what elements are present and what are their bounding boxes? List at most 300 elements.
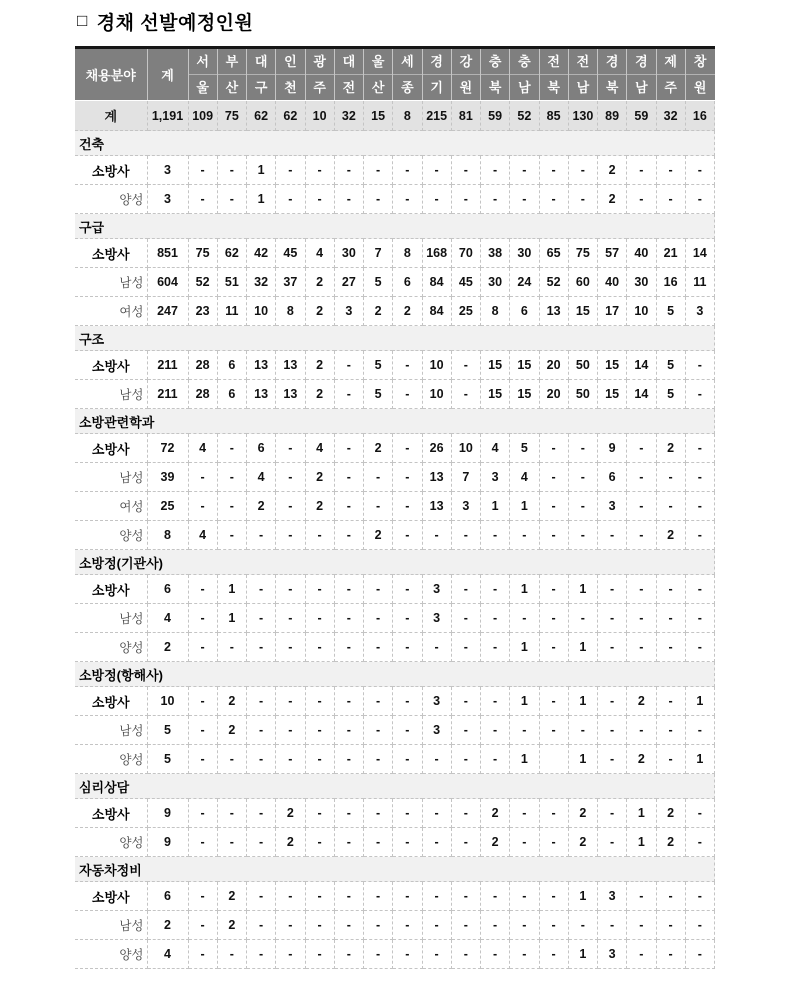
value-cell: - (217, 521, 246, 550)
value-cell: 57 (598, 239, 627, 268)
value-cell: - (568, 156, 597, 185)
value-cell: 15 (510, 351, 539, 380)
value-cell: - (305, 633, 334, 662)
value-cell: 13 (539, 297, 568, 326)
value-cell: - (627, 633, 656, 662)
value-cell: 30 (510, 239, 539, 268)
value-cell: 15 (510, 380, 539, 409)
value-cell: - (305, 156, 334, 185)
value-cell: - (539, 604, 568, 633)
value-cell: 2 (147, 911, 188, 940)
value-cell: 13 (276, 380, 305, 409)
value-cell: - (481, 604, 510, 633)
value-cell: - (247, 882, 276, 911)
value-cell: - (481, 882, 510, 911)
value-cell: 2 (598, 185, 627, 214)
value-cell: 5 (656, 380, 685, 409)
value-cell: - (276, 882, 305, 911)
value-cell: - (481, 185, 510, 214)
value-cell: - (247, 687, 276, 716)
value-cell: - (393, 575, 422, 604)
row-label: 양성 (75, 828, 147, 857)
value-cell: - (393, 380, 422, 409)
value-cell: 1 (568, 882, 597, 911)
row-label: 소방사 (75, 799, 147, 828)
value-cell: 2 (627, 745, 656, 774)
value-cell: - (685, 716, 714, 745)
value-cell: - (305, 911, 334, 940)
value-cell: - (656, 185, 685, 214)
value-cell: - (656, 463, 685, 492)
table-row (75, 463, 715, 492)
total-row-label: 계 (75, 101, 147, 131)
value-cell: - (451, 351, 480, 380)
section-row (75, 326, 715, 351)
value-cell: - (364, 882, 393, 911)
value-cell: 1 (685, 745, 714, 774)
row-label: 소방사 (75, 351, 147, 380)
value-cell: 1 (510, 575, 539, 604)
value-cell: 10 (147, 687, 188, 716)
value-cell: 1 (217, 575, 246, 604)
value-cell: - (568, 463, 597, 492)
value-cell: 11 (685, 268, 714, 297)
value-cell: - (276, 633, 305, 662)
value-cell: 1 (568, 633, 597, 662)
row-label: 소방사 (75, 239, 147, 268)
value-cell: 5 (147, 745, 188, 774)
value-cell: - (627, 575, 656, 604)
value-cell: 2 (364, 297, 393, 326)
value-cell: 75 (217, 101, 246, 131)
row-label: 소방사 (75, 434, 147, 463)
value-cell: 37 (276, 268, 305, 297)
value-cell: - (188, 463, 217, 492)
section-title: 심리상담 (75, 774, 715, 799)
value-cell: - (305, 828, 334, 857)
value-cell: 2 (305, 351, 334, 380)
value-cell: - (451, 745, 480, 774)
value-cell: - (247, 604, 276, 633)
value-cell: 2 (481, 799, 510, 828)
value-cell: 2 (305, 492, 334, 521)
value-cell: 60 (568, 268, 597, 297)
value-cell: 6 (393, 268, 422, 297)
table-row (75, 799, 715, 828)
value-cell: - (364, 799, 393, 828)
value-cell: 62 (276, 101, 305, 131)
header-field: 채용분야 (75, 48, 147, 101)
value-cell: - (451, 633, 480, 662)
value-cell: 5 (364, 268, 393, 297)
value-cell: - (276, 463, 305, 492)
value-cell: - (451, 882, 480, 911)
value-cell: 2 (393, 297, 422, 326)
row-label: 양성 (75, 633, 147, 662)
value-cell: - (393, 716, 422, 745)
row-label: 양성 (75, 940, 147, 969)
value-cell: 10 (627, 297, 656, 326)
row-label: 남성 (75, 268, 147, 297)
value-cell: - (656, 940, 685, 969)
row-label: 여성 (75, 297, 147, 326)
value-cell: 9 (147, 799, 188, 828)
value-cell: - (393, 687, 422, 716)
value-cell: - (188, 492, 217, 521)
value-cell: 1 (568, 575, 597, 604)
value-cell: 3 (334, 297, 363, 326)
value-cell: 27 (334, 268, 363, 297)
value-cell: 84 (422, 297, 451, 326)
value-cell: - (685, 463, 714, 492)
value-cell: 1 (510, 492, 539, 521)
section-row (75, 774, 715, 799)
value-cell: 9 (147, 828, 188, 857)
value-cell: - (451, 911, 480, 940)
value-cell: - (276, 156, 305, 185)
value-cell: - (188, 911, 217, 940)
value-cell: - (481, 521, 510, 550)
table-row (75, 297, 715, 326)
table-body (75, 101, 715, 969)
value-cell: - (217, 463, 246, 492)
value-cell: - (685, 380, 714, 409)
value-cell: 2 (217, 911, 246, 940)
value-cell: 7 (451, 463, 480, 492)
value-cell: - (568, 716, 597, 745)
value-cell: - (422, 940, 451, 969)
value-cell: - (247, 911, 276, 940)
value-cell: - (627, 463, 656, 492)
value-cell: - (188, 687, 217, 716)
value-cell: 40 (598, 268, 627, 297)
value-cell: - (334, 351, 363, 380)
section-row (75, 131, 715, 156)
value-cell: 10 (451, 434, 480, 463)
value-cell: 1 (568, 687, 597, 716)
value-cell: - (481, 745, 510, 774)
value-cell: 247 (147, 297, 188, 326)
header-region: 울 산 (364, 48, 393, 101)
value-cell: - (247, 940, 276, 969)
header-region: 경 남 (627, 48, 656, 101)
value-cell: 3 (422, 575, 451, 604)
value-cell: 4 (247, 463, 276, 492)
value-cell: - (393, 604, 422, 633)
value-cell: 13 (247, 351, 276, 380)
value-cell: 13 (276, 351, 305, 380)
header-row (75, 48, 715, 101)
value-cell: - (334, 745, 363, 774)
value-cell: - (598, 633, 627, 662)
value-cell: - (481, 911, 510, 940)
value-cell: - (247, 828, 276, 857)
value-cell: - (568, 492, 597, 521)
section-title: 소방정(기관사) (75, 550, 715, 575)
value-cell: - (393, 828, 422, 857)
value-cell: 25 (147, 492, 188, 521)
value-cell: 3 (422, 687, 451, 716)
row-label: 양성 (75, 521, 147, 550)
value-cell: - (598, 604, 627, 633)
value-cell: - (656, 911, 685, 940)
value-cell: - (598, 745, 627, 774)
value-cell: - (188, 185, 217, 214)
value-cell: - (627, 521, 656, 550)
value-cell: - (685, 434, 714, 463)
value-cell: 5 (364, 351, 393, 380)
value-cell: - (422, 185, 451, 214)
value-cell: - (334, 463, 363, 492)
value-cell: - (188, 799, 217, 828)
section-row (75, 550, 715, 575)
value-cell: - (598, 687, 627, 716)
value-cell: - (188, 575, 217, 604)
value-cell: 2 (481, 828, 510, 857)
value-cell: 7 (364, 239, 393, 268)
value-cell: - (188, 716, 217, 745)
value-cell: 2 (276, 828, 305, 857)
value-cell: - (481, 940, 510, 969)
value-cell: - (627, 716, 656, 745)
value-cell: - (656, 156, 685, 185)
value-cell: - (598, 716, 627, 745)
value-cell: - (364, 156, 393, 185)
value-cell: 52 (510, 101, 539, 131)
page-title-text: 경채 선발예정인원 (96, 13, 254, 34)
value-cell: - (334, 575, 363, 604)
value-cell: - (364, 745, 393, 774)
value-cell: - (334, 521, 363, 550)
value-cell: - (685, 521, 714, 550)
value-cell: - (393, 156, 422, 185)
header-region: 전 남 (568, 48, 597, 101)
value-cell: 6 (147, 882, 188, 911)
value-cell: 1 (510, 633, 539, 662)
section-row (75, 409, 715, 434)
value-cell: - (364, 828, 393, 857)
value-cell: 28 (188, 351, 217, 380)
value-cell: - (627, 185, 656, 214)
table-row (75, 828, 715, 857)
value-cell: 52 (188, 268, 217, 297)
value-cell: 65 (539, 239, 568, 268)
value-cell: - (393, 882, 422, 911)
value-cell: 59 (481, 101, 510, 131)
value-cell: - (393, 633, 422, 662)
value-cell: 13 (422, 463, 451, 492)
value-cell: 1 (510, 745, 539, 774)
value-cell: 10 (422, 380, 451, 409)
value-cell: - (217, 799, 246, 828)
value-cell: 4 (147, 604, 188, 633)
header-region: 경 기 (422, 48, 451, 101)
value-cell: - (685, 911, 714, 940)
value-cell: - (656, 882, 685, 911)
value-cell: 1 (247, 185, 276, 214)
value-cell: 30 (481, 268, 510, 297)
value-cell: 2 (147, 633, 188, 662)
value-cell: - (393, 745, 422, 774)
section-row (75, 214, 715, 239)
value-cell: 2 (305, 463, 334, 492)
row-label: 소방사 (75, 156, 147, 185)
value-cell: - (217, 492, 246, 521)
value-cell: - (598, 828, 627, 857)
value-cell: - (364, 687, 393, 716)
value-cell (539, 745, 568, 774)
value-cell: - (481, 575, 510, 604)
table-row (75, 633, 715, 662)
value-cell: 5 (656, 351, 685, 380)
value-cell: - (510, 604, 539, 633)
value-cell: - (422, 521, 451, 550)
row-label: 양성 (75, 185, 147, 214)
value-cell: 1 (217, 604, 246, 633)
value-cell: 45 (451, 268, 480, 297)
value-cell: 4 (188, 521, 217, 550)
value-cell: 21 (656, 239, 685, 268)
value-cell: 2 (305, 380, 334, 409)
header-region: 광 주 (305, 48, 334, 101)
value-cell: - (364, 911, 393, 940)
value-cell: - (188, 828, 217, 857)
value-cell: 168 (422, 239, 451, 268)
row-label: 남성 (75, 463, 147, 492)
value-cell: 15 (364, 101, 393, 131)
value-cell: - (510, 882, 539, 911)
header-region: 세 종 (393, 48, 422, 101)
value-cell: - (481, 156, 510, 185)
value-cell: - (422, 911, 451, 940)
value-cell: 1 (510, 687, 539, 716)
value-cell: 84 (422, 268, 451, 297)
value-cell: - (276, 575, 305, 604)
value-cell: - (305, 687, 334, 716)
value-cell: 28 (188, 380, 217, 409)
value-cell: 32 (334, 101, 363, 131)
value-cell: - (627, 604, 656, 633)
value-cell: 6 (217, 351, 246, 380)
value-cell: - (656, 604, 685, 633)
value-cell: 10 (422, 351, 451, 380)
value-cell: - (656, 716, 685, 745)
value-cell: - (393, 185, 422, 214)
value-cell: - (627, 940, 656, 969)
value-cell: 75 (188, 239, 217, 268)
row-label: 소방사 (75, 687, 147, 716)
value-cell: - (627, 911, 656, 940)
header-region: 인 천 (276, 48, 305, 101)
header-region: 충 남 (510, 48, 539, 101)
value-cell: 5 (510, 434, 539, 463)
value-cell: 20 (539, 351, 568, 380)
value-cell: - (364, 185, 393, 214)
value-cell: - (217, 434, 246, 463)
page-title (77, 8, 715, 35)
value-cell: - (451, 940, 480, 969)
value-cell: 2 (305, 268, 334, 297)
value-cell: - (598, 911, 627, 940)
value-cell: - (656, 633, 685, 662)
value-cell: 15 (481, 380, 510, 409)
value-cell: - (539, 434, 568, 463)
value-cell: - (510, 828, 539, 857)
table-row (75, 882, 715, 911)
value-cell: - (276, 940, 305, 969)
value-cell: - (568, 521, 597, 550)
value-cell: 3 (422, 604, 451, 633)
value-cell: 2 (305, 297, 334, 326)
value-cell: 51 (217, 268, 246, 297)
value-cell: - (451, 799, 480, 828)
header-region: 창 원 (685, 48, 714, 101)
value-cell: 15 (598, 351, 627, 380)
value-cell: 25 (451, 297, 480, 326)
value-cell: - (539, 911, 568, 940)
value-cell: - (685, 882, 714, 911)
value-cell: - (685, 156, 714, 185)
value-cell: - (276, 716, 305, 745)
value-cell: - (334, 492, 363, 521)
value-cell: 2 (568, 828, 597, 857)
value-cell: - (685, 492, 714, 521)
value-cell: 3 (598, 882, 627, 911)
value-cell: - (188, 940, 217, 969)
value-cell: 15 (598, 380, 627, 409)
value-cell: 50 (568, 351, 597, 380)
value-cell: 215 (422, 101, 451, 131)
value-cell: - (247, 799, 276, 828)
value-cell: 2 (217, 882, 246, 911)
value-cell: - (451, 156, 480, 185)
value-cell: - (685, 828, 714, 857)
value-cell: - (393, 911, 422, 940)
value-cell: 8 (393, 239, 422, 268)
value-cell: - (305, 940, 334, 969)
value-cell: 2 (656, 434, 685, 463)
value-cell: 2 (364, 434, 393, 463)
value-cell: - (305, 882, 334, 911)
value-cell: 2 (247, 492, 276, 521)
value-cell: 109 (188, 101, 217, 131)
checkbox-square-icon: □ (77, 10, 88, 30)
value-cell: 2 (364, 521, 393, 550)
value-cell: 13 (422, 492, 451, 521)
value-cell: - (598, 521, 627, 550)
value-cell: 62 (247, 101, 276, 131)
value-cell: - (627, 434, 656, 463)
value-cell: - (510, 940, 539, 969)
value-cell: 6 (247, 434, 276, 463)
value-cell: - (510, 716, 539, 745)
value-cell: - (685, 185, 714, 214)
section-title: 소방정(항해사) (75, 662, 715, 687)
value-cell: - (656, 575, 685, 604)
value-cell: - (393, 463, 422, 492)
value-cell: 16 (685, 101, 714, 131)
value-cell: 211 (147, 351, 188, 380)
value-cell: - (627, 156, 656, 185)
value-cell: - (422, 882, 451, 911)
value-cell: - (451, 521, 480, 550)
value-cell: - (276, 434, 305, 463)
table-header (75, 48, 715, 101)
value-cell: 3 (147, 185, 188, 214)
value-cell: 15 (568, 297, 597, 326)
value-cell: 14 (685, 239, 714, 268)
value-cell: - (451, 380, 480, 409)
